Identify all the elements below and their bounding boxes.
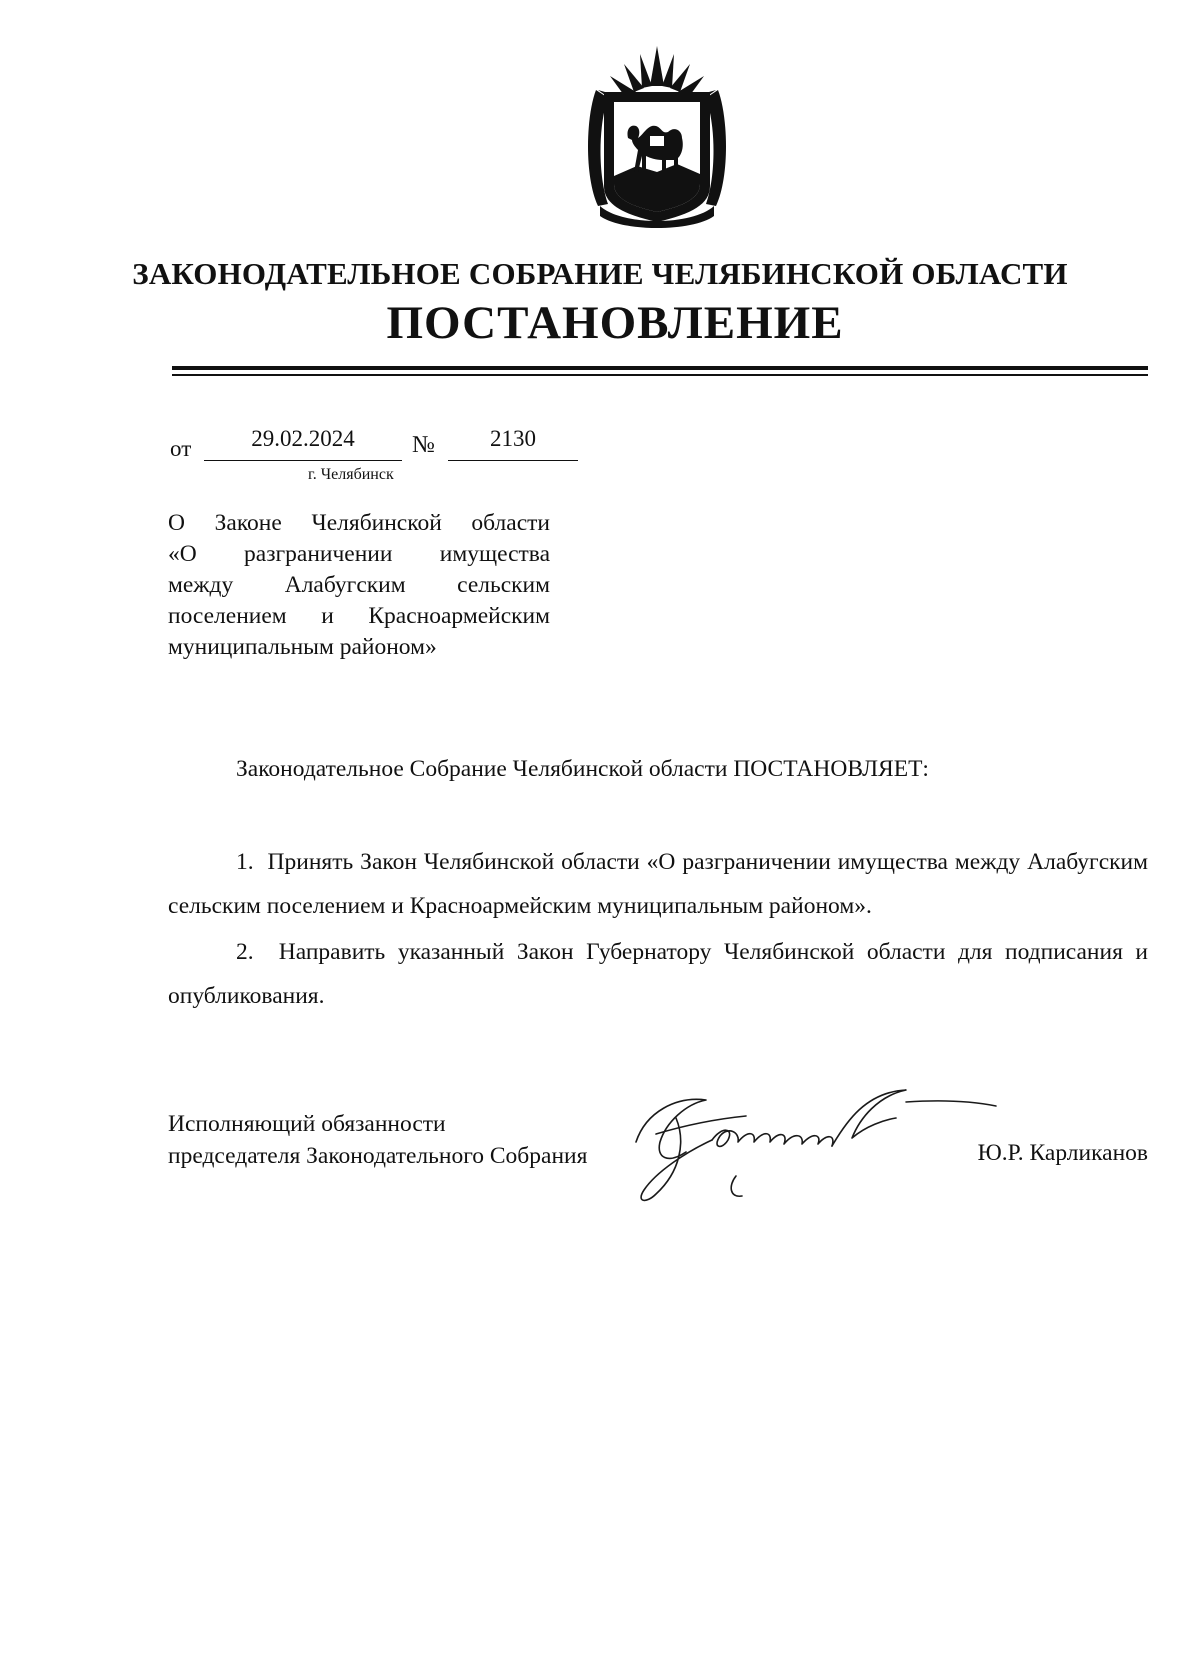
document-type-title: ПОСТАНОВЛЕНИЕ xyxy=(386,297,844,349)
date-underline xyxy=(204,460,402,461)
resolution-item xyxy=(168,840,1148,928)
chelyabinsk-coat-of-arms-icon xyxy=(582,46,732,232)
signatory-role-line: Исполняющий обязанности xyxy=(168,1111,446,1137)
document-date: 29.02.2024 xyxy=(251,426,355,451)
resolution-item xyxy=(168,930,1148,1018)
item-text: Принять Закон Челябинской области «О разграничении имущества между Алабугским сельским поселением и Красноармейским муниципальным районом». xyxy=(168,849,1148,919)
subject-line: О Законе Челябинской области xyxy=(168,510,550,536)
subject-line: поселением и Красноармейским xyxy=(168,603,550,629)
header-divider-thick xyxy=(172,366,1148,370)
number-sign-label: № xyxy=(412,432,435,458)
subject-line: между Алабугским сельским xyxy=(168,572,550,598)
item-number: 1. xyxy=(236,849,254,875)
number-underline xyxy=(448,460,578,461)
item-number: 2. xyxy=(236,939,254,965)
subject-line: муниципальным районом» xyxy=(168,634,437,660)
signatory-role-line: председателя Законодательного Собрания xyxy=(168,1143,588,1169)
subject-line: «О разграничении имущества xyxy=(168,541,550,567)
date-prefix-label: от xyxy=(170,436,192,461)
document-subject xyxy=(168,508,550,663)
organization-title: ЗАКОНОДАТЕЛЬНОЕ СОБРАНИЕ ЧЕЛЯБИНСКОЙ ОБЛАСТИ xyxy=(132,256,1068,291)
resolution-preamble: Законодательное Собрание Челябинской области ПОСТАНОВЛЯЕТ: xyxy=(236,756,929,782)
issue-city: г. Челябинск xyxy=(308,466,394,483)
signatory-name: Ю.Р. Карликанов xyxy=(977,1140,1148,1166)
document-number: 2130 xyxy=(490,426,536,451)
item-text: Направить указанный Закон Губернатору Челябинской области для подписания и опубликования. xyxy=(168,939,1149,1009)
header-divider-thin xyxy=(172,374,1148,376)
